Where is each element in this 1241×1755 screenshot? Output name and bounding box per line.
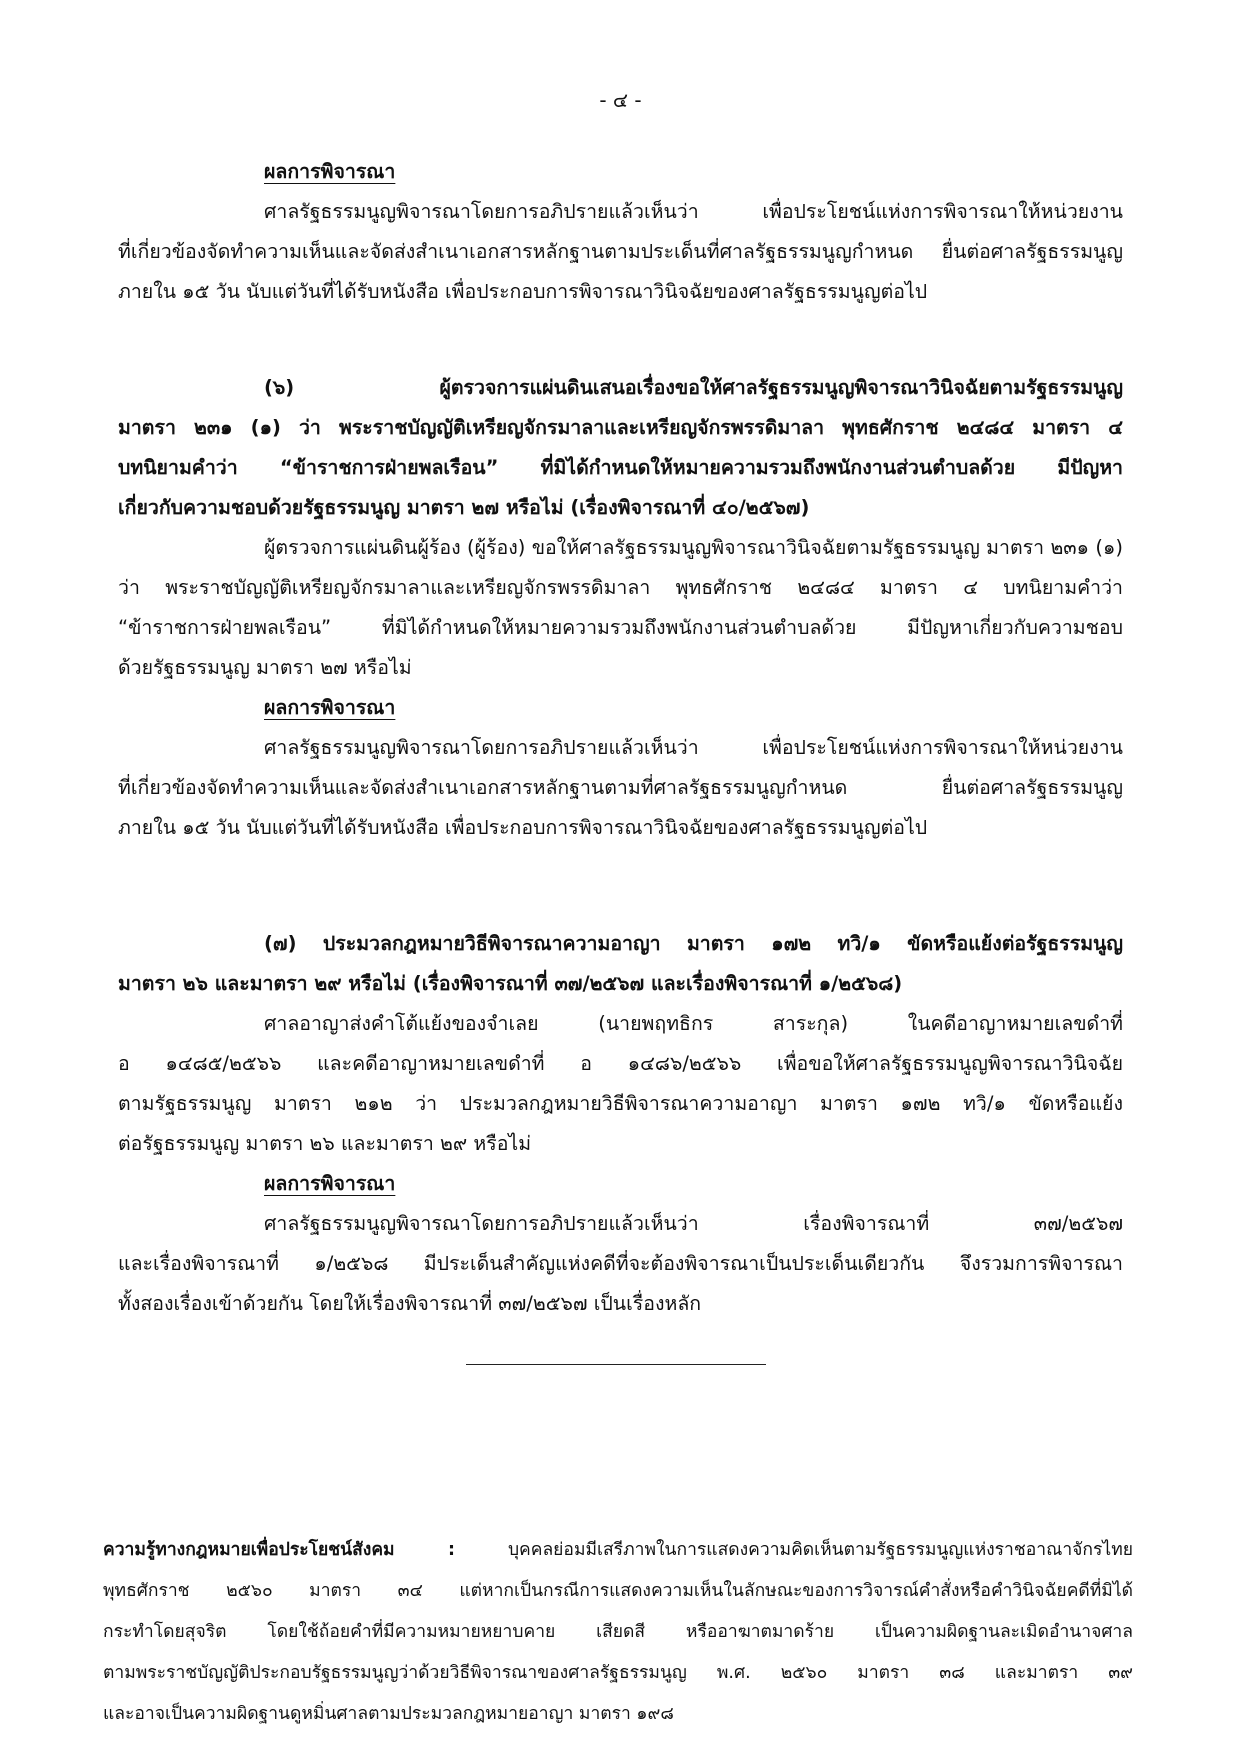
paragraph-line: “ข้าราชการฝ่ายพลเรือน” ที่มิได้กำหนดให้หมายความรวมถึงพนักงานส่วนตำบลด้วย มีปัญหาเกี่ยวกับความชอบ: [118, 616, 1123, 639]
footer-line: ตามพระราชบัญญัติประกอบรัฐธรรมนูญว่าด้วยวิธีพิจารณาของศาลรัฐธรรมนูญ พ.ศ. ๒๕๖๐ มาตรา ๓๘ และมาตรา ๓๙: [103, 1663, 1133, 1683]
paragraph-line: ภายใน ๑๕ วัน นับแต่วันที่ได้รับหนังสือ เพื่อประกอบการพิจารณาวินิจฉัยของศาลรัฐธรรมนูญต่อไป: [118, 280, 928, 303]
footer-note: [103, 1530, 1133, 1735]
paragraph-line: ว่า พระราชบัญญัติเหรียญจักรมาลาและเหรียญจักรพรรดิมาลา พุทธศักราช ๒๔๘๔ มาตรา ๔ บทนิยามคำว่า: [118, 576, 1123, 599]
section-title-line: (๖) ผู้ตรวจการแผ่นดินเสนอเรื่องขอให้ศาลรัฐธรรมนูญพิจารณาวินิจฉัยตามรัฐธรรมนูญ: [264, 376, 1123, 399]
footer-line: และอาจเป็นความผิดฐานดูหมิ่นศาลตามประมวลกฎหมายอาญา มาตรา ๑๙๘: [103, 1704, 674, 1724]
section7: [118, 924, 1123, 1324]
result-heading: ผลการพิจารณา: [264, 1172, 396, 1195]
section5-result: [118, 152, 1123, 312]
section6: [118, 368, 1123, 848]
result-heading: ผลการพิจารณา: [264, 160, 396, 183]
paragraph-line: ที่เกี่ยวข้องจัดทำความเห็นและจัดส่งสำเนาเอกสารหลักฐานตามประเด็นที่ศาลรัฐธรรมนูญกำหนด ยื่นต่อศาลรัฐธรรมนูญ: [118, 240, 1123, 263]
footer-label: ความรู้ทางกฎหมายเพื่อประโยชน์สังคม :: [103, 1540, 456, 1560]
paragraph-line: ศาลอาญาส่งคำโต้แย้งของจำเลย (นายพฤทธิกร สาระกุล) ในคดีอาญาหมายเลขดำที่: [264, 1012, 1123, 1035]
section-title-line: มาตรา ๒๖ และมาตรา ๒๙ หรือไม่ (เรื่องพิจารณาที่ ๓๗/๒๕๖๗ และเรื่องพิจารณาที่ ๑/๒๕๖๘): [118, 972, 903, 995]
section-title-line: บทนิยามคำว่า “ข้าราชการฝ่ายพลเรือน” ที่มิได้กำหนดให้หมายความรวมถึงพนักงานส่วนตำบลด้วย มีปัญหา: [118, 456, 1123, 479]
footer-first-line: บุคคลย่อมมีเสรีภาพในการแสดงความคิดเห็นตามรัฐธรรมนูญแห่งราชอาณาจักรไทย: [507, 1540, 1133, 1560]
separator-line: [466, 1364, 766, 1365]
paragraph-line: ตามรัฐธรรมนูญ มาตรา ๒๑๒ ว่า ประมวลกฎหมายวิธีพิจารณาความอาญา มาตรา ๑๗๒ ทวิ/๑ ขัดหรือแย้ง: [118, 1092, 1123, 1115]
paragraph-line: ต่อรัฐธรรมนูญ มาตรา ๒๖ และมาตรา ๒๙ หรือไม่: [118, 1132, 532, 1155]
paragraph-line: และเรื่องพิจารณาที่ ๑/๒๕๖๘ มีประเด็นสำคัญแห่งคดีที่จะต้องพิจารณาเป็นประเด็นเดียวกัน จึงรวมการพิจารณา: [118, 1252, 1123, 1275]
paragraph-line: ผู้ตรวจการแผ่นดินผู้ร้อง (ผู้ร้อง) ขอให้ศาลรัฐธรรมนูญพิจารณาวินิจฉัยตามรัฐธรรมนูญ มาตรา ๒๓๑ (๑): [264, 536, 1123, 559]
paragraph-line: ด้วยรัฐธรรมนูญ มาตรา ๒๗ หรือไม่: [118, 656, 412, 679]
paragraph-line: อ ๑๔๘๕/๒๕๖๖ และคดีอาญาหมายเลขดำที่ อ ๑๔๘๖/๒๕๖๖ เพื่อขอให้ศาลรัฐธรรมนูญพิจารณาวินิจฉัย: [118, 1052, 1123, 1075]
footer-line: กระทำโดยสุจริต โดยใช้ถ้อยคำที่มีความหมายหยาบคาย เสียดสี หรืออาฆาตมาดร้าย เป็นความผิดฐานละเมิดอำนาจศาล: [103, 1622, 1133, 1642]
paragraph-line: ที่เกี่ยวข้องจัดทำความเห็นและจัดส่งสำเนาเอกสารหลักฐานตามที่ศาลรัฐธรรมนูญกำหนด ยื่นต่อศาลรัฐธรรมนูญ: [118, 776, 1123, 799]
paragraph-line: ภายใน ๑๕ วัน นับแต่วันที่ได้รับหนังสือ เพื่อประกอบการพิจารณาวินิจฉัยของศาลรัฐธรรมนูญต่อไป: [118, 816, 928, 839]
section-title-line: เกี่ยวกับความชอบด้วยรัฐธรรมนูญ มาตรา ๒๗ หรือไม่ (เรื่องพิจารณาที่ ๔๐/๒๕๖๗): [118, 496, 810, 519]
footer-line: พุทธศักราช ๒๕๖๐ มาตรา ๓๔ แต่หากเป็นกรณีการแสดงความเห็นในลักษณะของการวิจารณ์คำสั่งหรือคำวินิจฉัยคดีที่มิได้: [103, 1581, 1133, 1601]
paragraph-line: ศาลรัฐธรรมนูญพิจารณาโดยการอภิปรายแล้วเห็นว่า เพื่อประโยชน์แห่งการพิจารณาให้หน่วยงาน: [264, 200, 1123, 223]
paragraph-line: ทั้งสองเรื่องเข้าด้วยกัน โดยให้เรื่องพิจารณาที่ ๓๗/๒๕๖๗ เป็นเรื่องหลัก: [118, 1292, 702, 1315]
section-title-line: (๗) ประมวลกฎหมายวิธีพิจารณาความอาญา มาตรา ๑๗๒ ทวิ/๑ ขัดหรือแย้งต่อรัฐธรรมนูญ: [264, 932, 1123, 955]
page-number: - ๔ -: [599, 88, 642, 112]
section-title-line: มาตรา ๒๓๑ (๑) ว่า พระราชบัญญัติเหรียญจักรมาลาและเหรียญจักรพรรดิมาลา พุทธศักราช ๒๔๘๔ มาตรา ๔: [118, 416, 1123, 439]
footer-line: [103, 1530, 1133, 1571]
result-heading: ผลการพิจารณา: [264, 696, 396, 719]
paragraph-line: ศาลรัฐธรรมนูญพิจารณาโดยการอภิปรายแล้วเห็นว่า เพื่อประโยชน์แห่งการพิจารณาให้หน่วยงาน: [264, 736, 1123, 759]
paragraph-line: ศาลรัฐธรรมนูญพิจารณาโดยการอภิปรายแล้วเห็นว่า เรื่องพิจารณาที่ ๓๗/๒๕๖๗: [264, 1212, 1123, 1235]
